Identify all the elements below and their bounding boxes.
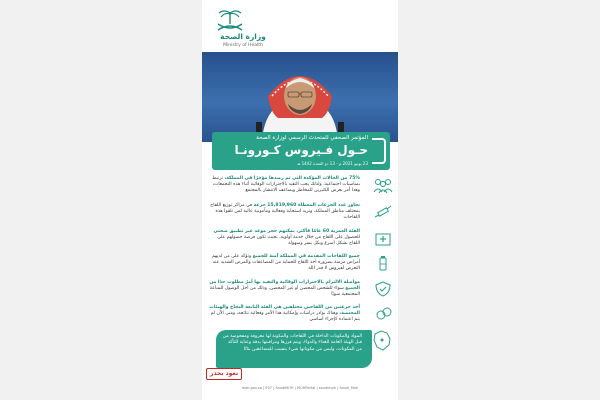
tablet-icon bbox=[372, 306, 394, 322]
title-bracket-mark bbox=[372, 138, 386, 164]
item-text: ترتبط بمناسبات اجتماعية، ولذلك يجب التقيد بالاحترازات الوقائية أثناء هذه التجمعات، وهذا أمر يعرض الكثيرين للمخاطر ويضاعف الانتشار بالمجتمع bbox=[212, 176, 360, 194]
item-text: سواء للشخص المحصن أو غير المحصن، وذلك من أجل الوصول للمناعة المجتمعية سويًا bbox=[209, 286, 360, 298]
ministry-name-en: Ministry of Health bbox=[223, 43, 263, 48]
item-text: وهناك بوادر دراسات وإمكانية هذا الأمر وفعالية نتائجه، ومتى الآن لم يتم اعتماده كإجراء أساسي bbox=[210, 311, 360, 323]
ingredients-callout bbox=[216, 330, 372, 368]
saudi-map-icon bbox=[372, 330, 392, 352]
spokesperson-photo bbox=[202, 52, 398, 142]
item-lead: الفئة العمرية 60 عامًا فأكثر، يمكنهم حجز موعد عبر تطبيق صحتي bbox=[213, 229, 360, 234]
footer-contacts: moh.gov.sa | 937 | SaudiMOH | MOHPortal | saudimoh | Saudi_Moh bbox=[241, 386, 359, 390]
vaccine-icon bbox=[372, 255, 394, 271]
item-text: وتؤكد على من لديهم أمراض مزمنة بضرورة أخذ اللقاح للحماية من المضاعفات والمرض الشديد عند التعرض لفيروس لا قدر الله bbox=[212, 254, 360, 272]
title-main: حـول فـيروس كـورونـا bbox=[234, 143, 368, 157]
title-box bbox=[212, 132, 390, 170]
people-icon bbox=[372, 177, 394, 193]
item-text: للحصول على اللقاح من خلال خدمة أولوية، بحيث تكون فرصة حصولهم على اللقاح بشكل أسرع وبكل يسر وسهولة bbox=[217, 235, 360, 247]
campaign-badge: نعود بحذر bbox=[206, 368, 242, 380]
palm-swords-icon bbox=[210, 8, 250, 34]
clinic-icon bbox=[372, 230, 394, 246]
item-lead: أخذ جرعتين من اللقاحين مختلفين هي الفئة التابعة النجاح والهيئات المختصة، bbox=[209, 305, 360, 317]
item-text: في مراكز توزيع اللقاح بمختلف مناطق المملكة، وتزيد استجابة وفعالية ومأمونية عالية لمن تلقوا هذه اللقاحات bbox=[210, 203, 360, 221]
shield-icon bbox=[372, 281, 394, 297]
title-subtitle: المؤتمر الصحفي للمتحدث الرسمي لوزارة الصحة bbox=[256, 135, 368, 141]
callout-text: المواد والمكونات الداخلة في اللقاحات والمكونة لها معروفة ومفحوصة من قبل الهيئة العامة للغذاء والدواء، ويتم فرزها ومراقبتها بدقة وعناية للتأكد من المكونات، وليس من مكوناتها شيء يتسبب للمضاعفين بتاتًا bbox=[222, 334, 362, 352]
ministry-name-ar: وزارة الصحة bbox=[220, 32, 266, 41]
item-lead: جميع اللقاحات المقدمة في المملكة آمنة للجميع bbox=[252, 254, 360, 259]
title-date: 23 يونيو 2021 م - 13 ذو القعدة 1442 هـ bbox=[297, 161, 368, 166]
item-lead: مواصلة الالتزام بالاحترازات الوقائية والتقيد بها أمرٌ مطلوب جدًا من الجميع bbox=[209, 280, 360, 292]
infographic-card bbox=[202, 0, 398, 400]
item-lead: تجاوز عدد الجرعات المعطاة 15,819,960 جرعة bbox=[253, 203, 360, 208]
syringe-icon bbox=[372, 204, 394, 220]
item-lead: 75% من الحالات المؤكدة التي تم رصدها مؤخرًا في المملكة، bbox=[224, 176, 360, 181]
ministry-logo bbox=[202, 6, 398, 50]
